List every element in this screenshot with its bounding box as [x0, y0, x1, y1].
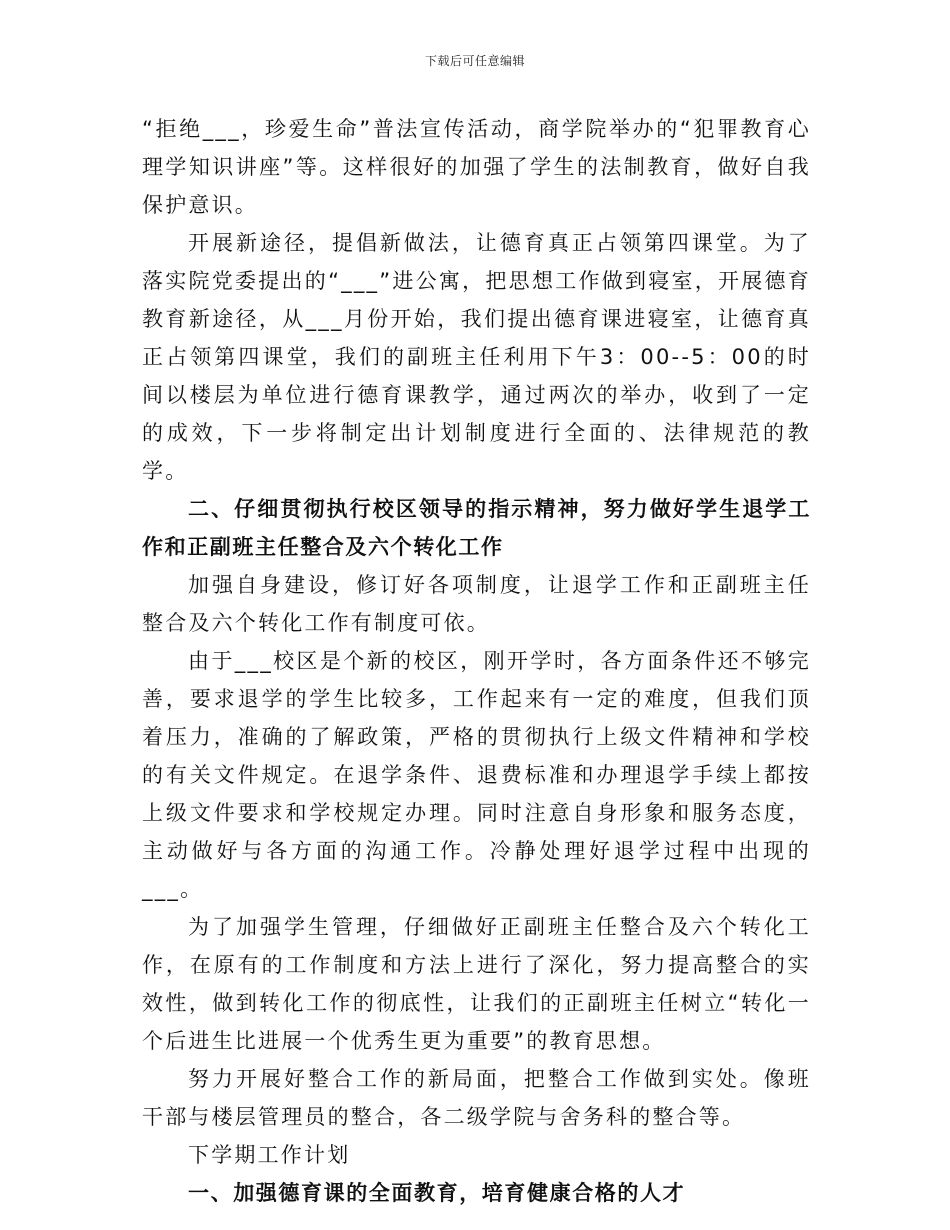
paragraph-withdrawal-work: 由于___校区是个新的校区，刚开学时，各方面条件还不够完善，要求退学的学生比较多，工作起来有一定的难度，但我们顶着压力，准确的了解政策，严格的贯彻执行上级文件精神和学校的有关文件规定。在退学条件、退费标准和办理退学手续上都按上级文件要求和学校规定办理。同时注意自身形象和服务态度，主动做好与各方面的沟通工作。冷静处理好退学过程中出现的___。 [142, 649, 811, 901]
document-body [142, 110, 811, 1212]
section-heading-two: 二、仔细贯彻执行校区领导的指示精神，努力做好学生退学工作和正副班主任整合及六个转化工作 [142, 497, 811, 559]
paragraph-self-building: 加强自身建设，修订好各项制度，让退学工作和正副班主任整合及六个转化工作有制度可依。 [142, 573, 811, 635]
subheading-next-term-plan: 下学期工作计划 [188, 1143, 351, 1167]
paragraph-new-approach: 开展新途径，提倡新做法，让德育真正占领第四课堂。为了落实院党委提出的“___”进公寓，把思想工作做到寝室，开展德育教育新途径，从___月份开始，我们提出德育课进寝室，让德育真正占领第四课堂，我们的副班主任利用下午3：00--5：00的时间以楼层为单位进行德育课教学，通过两次的举办，收到了一定的成效，下一步将制定出计划制度进行全面的、法律规范的教学。 [142, 231, 811, 483]
paragraph-student-management: 为了加强学生管理，仔细做好正副班主任整合及六个转化工作，在原有的工作制度和方法上进行了深化，努力提高整合的实效性，做到转化工作的彻底性，让我们的正副班主任树立“转化一个后进生比进展一个优秀生更为重要”的教育思想。 [142, 915, 811, 1053]
section-heading-one: 一、加强德育课的全面教育，培育健康合格的人才 [188, 1181, 686, 1205]
page-header: 下载后可任意编辑 [424, 54, 525, 68]
paragraph-integration: 努力开展好整合工作的新局面，把整合工作做到实处。像班干部与楼层管理员的整合，各二级学院与舍务科的整合等。 [142, 1067, 811, 1129]
paragraph-law-activities: “拒绝___，珍爱生命”普法宣传活动，商学院举办的“犯罪教育心理学知识讲座”等。这样很好的加强了学生的法制教育，做好自我保护意识。 [142, 117, 811, 217]
